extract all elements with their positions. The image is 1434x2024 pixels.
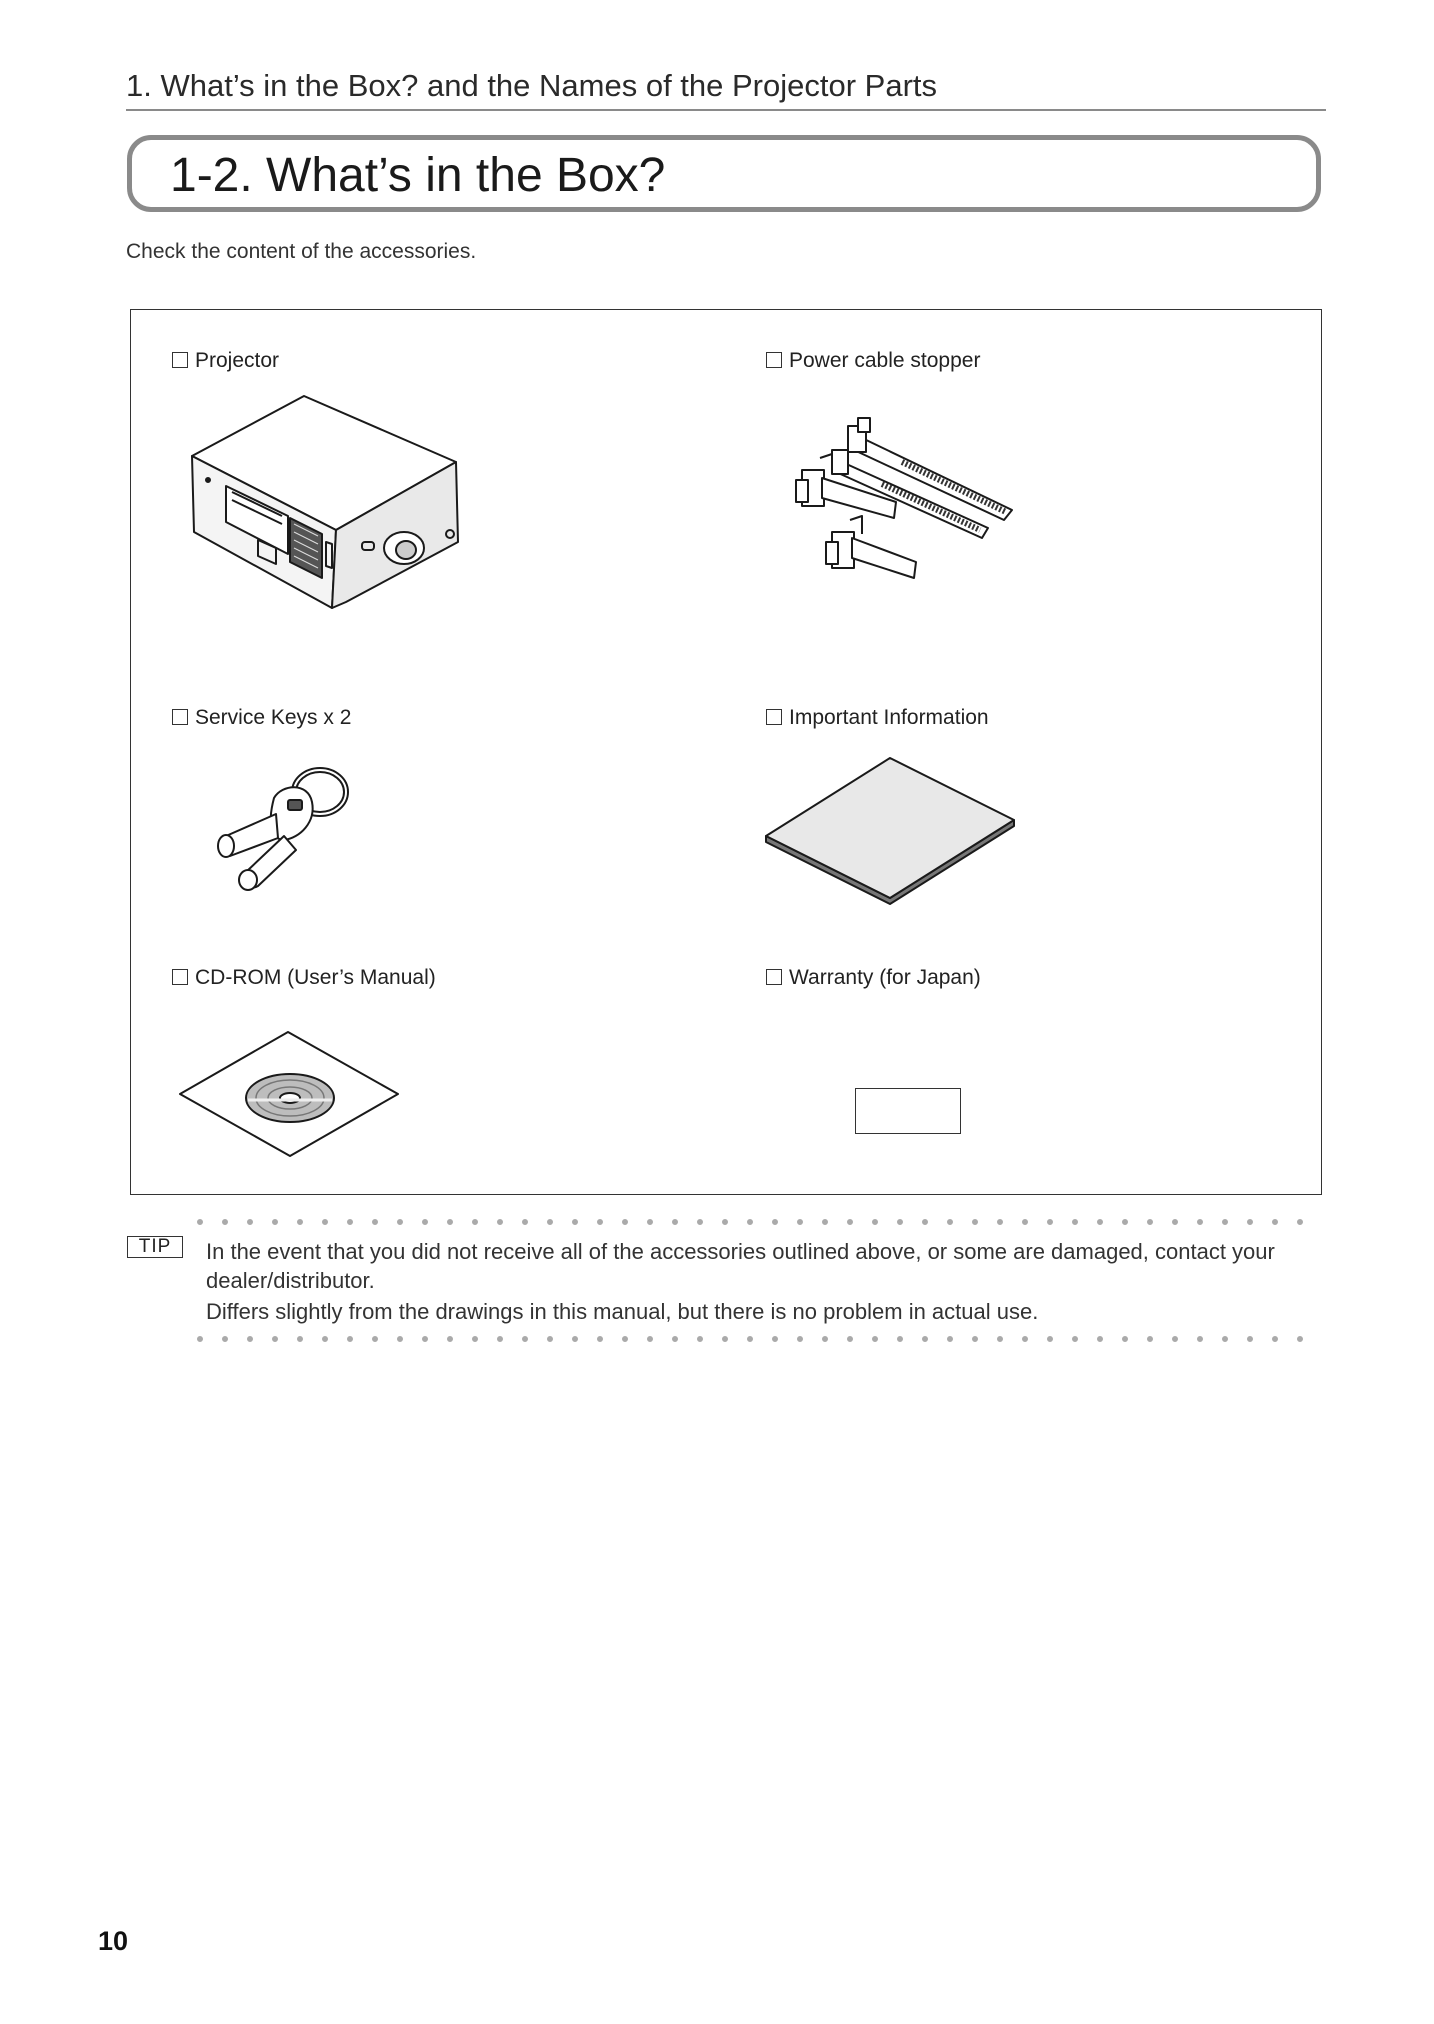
- booklet-icon: [762, 754, 1018, 908]
- cable-stopper-icon: [792, 414, 1022, 594]
- item-service-keys: [172, 706, 351, 730]
- tip-badge: TIP: [127, 1236, 183, 1258]
- checkbox-icon[interactable]: [172, 969, 188, 985]
- item-label: Warranty (for Japan): [789, 966, 981, 989]
- page-number: 10: [98, 1926, 129, 1956]
- item-projector: [172, 349, 279, 373]
- item-label: Service Keys x 2: [195, 706, 352, 729]
- checkbox-icon[interactable]: [172, 709, 188, 725]
- checkbox-icon[interactable]: [766, 709, 782, 725]
- tip-text-line-1: In the event that you did not receive all of the accessories outlined above, or some are damaged, contact your dealer/distributor.: [206, 1239, 1275, 1293]
- item-label: Important Information: [789, 706, 989, 729]
- chapter-heading: 1. What’s in the Box? and the Names of the Projector Parts: [126, 68, 938, 103]
- section-title: 1-2. What’s in the Box?: [170, 149, 666, 202]
- chapter-divider: [126, 109, 1326, 111]
- item-important-information: [766, 706, 989, 730]
- item-label: Power cable stopper: [789, 349, 981, 372]
- item-cd-rom: [172, 966, 436, 990]
- warranty-card-icon: [855, 1088, 961, 1134]
- checkbox-icon[interactable]: [766, 352, 782, 368]
- section-title-box: [127, 135, 1321, 212]
- checkbox-icon[interactable]: [766, 969, 782, 985]
- service-keys-icon: [204, 762, 354, 898]
- item-warranty: [766, 966, 981, 990]
- tip-text-line-2: Differs slightly from the drawings in this manual, but there is no problem in actual use.: [206, 1299, 1039, 1324]
- item-label: Projector: [195, 349, 280, 372]
- tip-top-divider: [196, 1218, 1326, 1226]
- checkbox-icon[interactable]: [172, 352, 188, 368]
- item-power-cable-stopper: [766, 349, 980, 373]
- intro-text: Check the content of the accessories.: [126, 240, 477, 263]
- item-label: CD-ROM (User’s Manual): [195, 966, 436, 989]
- cd-rom-icon: [176, 1030, 402, 1160]
- projector-icon: [186, 392, 462, 614]
- tip-bottom-divider: [196, 1335, 1326, 1343]
